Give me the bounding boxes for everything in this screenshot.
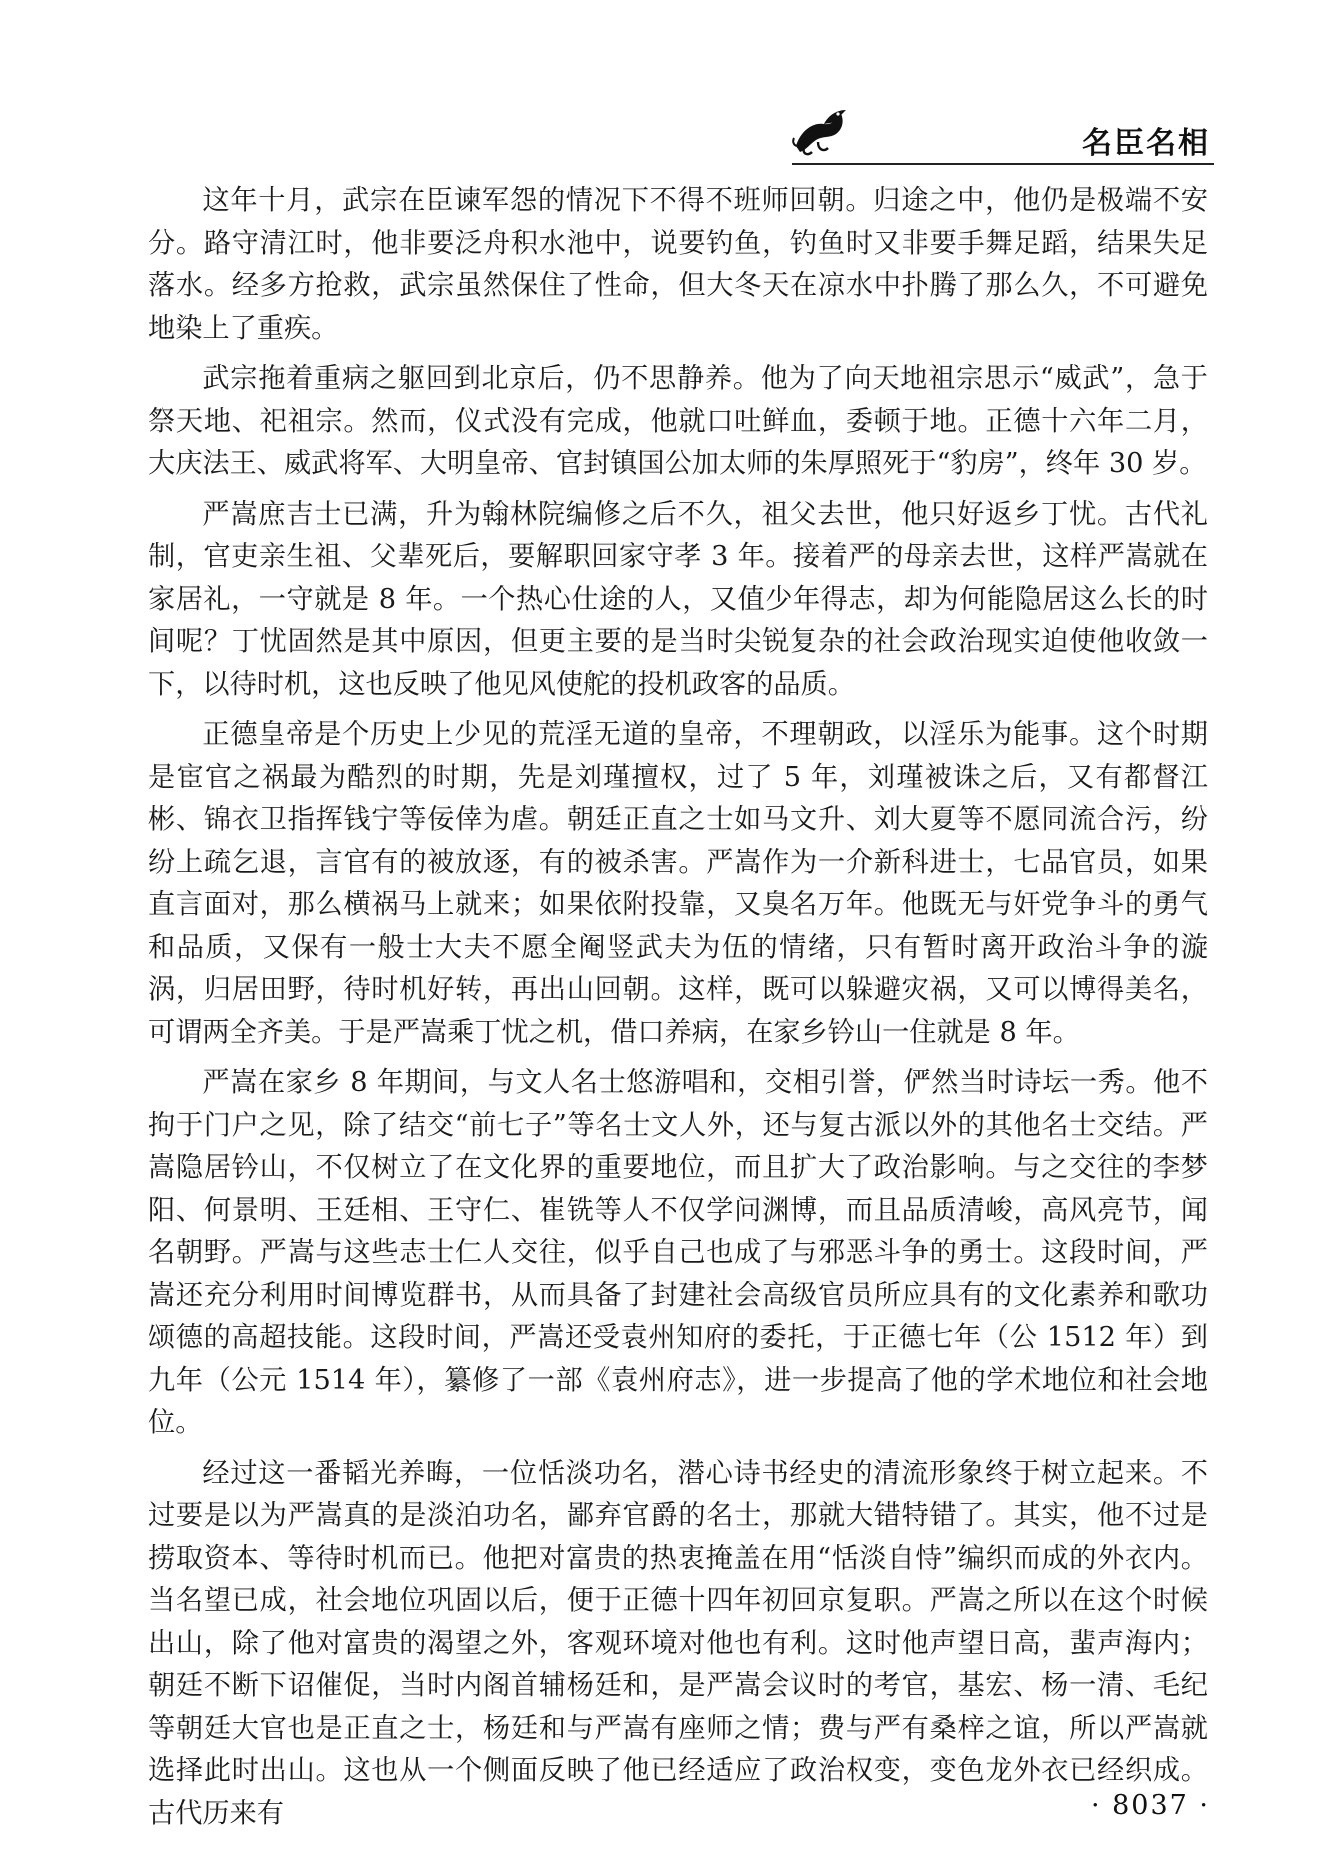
paragraph: 严嵩在家乡 8 年期间，与文人名士悠游唱和，交相引誉，俨然当时诗坛一秀。他不拘于门户之见，除了结交“前七子”等名士文人外，还与复古派以外的其他名士交结。严嵩隐居钤山，不仅树立了在文化界的重要地位，而且扩大了政治影响。与之交往的李梦阳、何景明、王廷相、王守仁、崔铣等人不仅学问渊博，而且品质清峻，高风亮节，闻名朝野。严嵩与这些志士仁人交往，似乎自己也成了与邪恶斗争的勇士。这段时间，严嵩还充分利用时间博览群书，从而具备了封建社会高级官员所应具有的文化素养和歌功颂德的高超技能。这段时间，严嵩还受袁州知府的委托，于正德七年（公 1512 年）到九年（公元 1514 年），纂修了一部《袁州府志》，进一步提高了他的学术地位和社会地位。 xyxy=(148,1067,1208,1438)
page-header xyxy=(0,0,1322,160)
paragraph: 正德皇帝是个历史上少见的荒淫无道的皇帝，不理朝政，以淫乐为能事。这个时期是宦官之祸最为酷烈的时期，先是刘瑾擅权，过了 5 年，刘瑾被诛之后，又有都督江彬、锦衣卫指挥钱宁等佞倖为虐。朝廷正直之士如马文升、刘大夏等不愿同流合污，纷纷上疏乞退，言官有的被放逐，有的被杀害。严嵩作为一介新科进士，七品官员，如果直言面对，那么横祸马上就来；如果依附投靠，又臭名万年。他既无与奸党争斗的勇气和品质，又保有一般士大夫不愿全阉竖武夫为伍的情绪，只有暂时离开政治斗争的漩涡，归居田野，待时机好转，再出山回朝。这样，既可以躲避灾祸，又可以博得美名，可谓两全齐美。于是严嵩乘丁忧之机，借口养病，在家乡钤山一住就是 8 年。 xyxy=(148,719,1208,1048)
section-title: 名臣名相 xyxy=(1082,126,1210,161)
paragraph: 严嵩庶吉士已满，升为翰林院编修之后不久，祖父去世，他只好返乡丁忧。古代礼制，官吏亲生祖、父辈死后，要解职回家守孝 3 年。接着严的母亲去世，这样严嵩就在家居礼，一守就是 8 年。一个热心仕途的人，又值少年得志，却为何能隐居这么长的时间呢？丁忧固然是其中原因，但更主要的是当时尖锐复杂的社会政治现实迫使他收敛一下，以待时机，这也反映了他见风使舵的投机政客的品质。 xyxy=(148,498,1208,700)
paragraph: 经过这一番韬光养晦，一位恬淡功名，潜心诗书经史的清流形象终于树立起来。不过要是以为严嵩真的是淡泊功名，鄙弃官爵的名士，那就大错特错了。其实，他不过是捞取资本、等待时机而已。他把对富贵的热衷掩盖在用“恬淡自恃”编织而成的外衣内。当名望已成，社会地位巩固以后，便于正德十四年初回京复职。严嵩之所以在这个时候出山，除了他对富贵的渴望之外，客观环境对他也有利。这时他声望日高，蜚声海内；朝廷不断下诏催促，当时内阁首辅杨廷和，是严嵩会议时的考官，基宏、杨一清、毛纪等朝廷大官也是正直之士，杨廷和与严嵩有座师之情；费与严有桑梓之谊，所以严嵩就选择此时出山。这也从一个侧面反映了他已经适应了政治权变，变色龙外衣已经织成。古代历来有 xyxy=(148,1457,1208,1829)
paragraph: 这年十月，武宗在臣谏军怨的情况下不得不班师回朝。归途之中，他仍是极端不安分。路守清江时，他非要泛舟积水池中，说要钓鱼，钓鱼时又非要手舞足蹈，结果失足落水。经多方抢救，武宗虽然保住了性命，但大冬天在凉水中扑腾了那么久，不可避免地染上了重疾。 xyxy=(148,185,1208,344)
paragraph: 武宗拖着重病之躯回到北京后，仍不思静养。他为了向天地祖宗思示“威武”，急于祭天地、祀祖宗。然而，仪式没有完成，他就口吐鲜血，委顿于地。正德十六年二月，大庆法王、威武将军、大明皇帝、官封镇国公加太师的朱厚照死于“豹房”，终年 30 岁。 xyxy=(148,363,1208,479)
dragon-emblem-icon xyxy=(790,102,850,158)
page-number: · 8037 · xyxy=(1090,1790,1210,1821)
header-rule xyxy=(792,163,1214,165)
article-body xyxy=(148,180,1208,1843)
